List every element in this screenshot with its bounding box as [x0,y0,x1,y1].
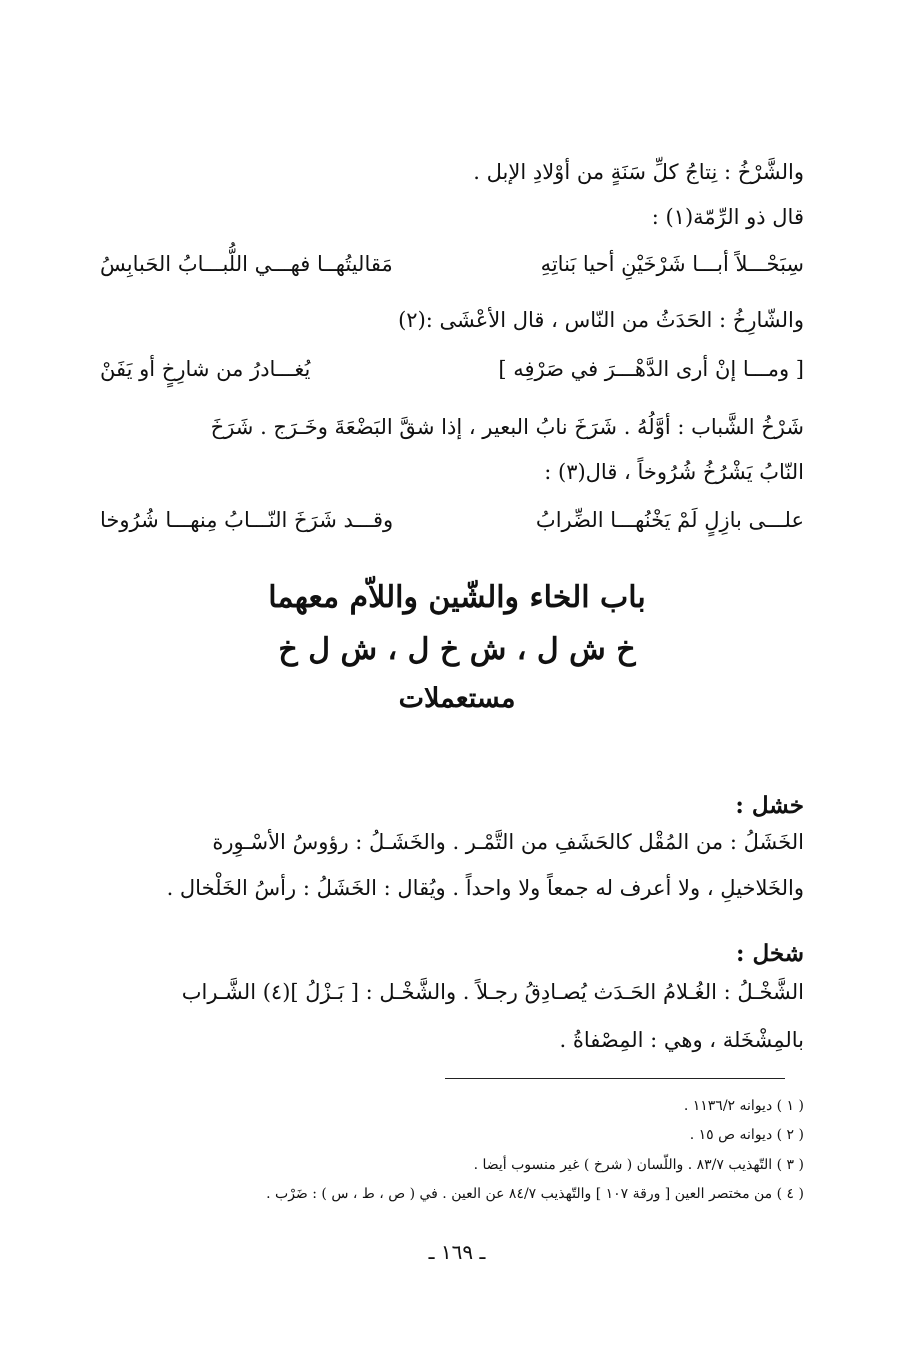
footnote: ( ٣ ) التّهذيب ٨٣/٧ . واللّسان ( شرخ ) غير منسوب أيضا . [473,1157,804,1173]
poem-verse [100,252,804,276]
verse-second-hemistich: يُغـــادرُ من شارِخٍ أو يَفَنْ [100,357,311,381]
chapter-roots: خ ش ل ، ش خ ل ، ش ل خ [278,632,636,667]
text-line: شَرْخُ الشَّباب : أوَّلُهُ . شَرَخَ نابُ البعير ، إذا شقَّ البَضْعَةَ وخَـرَج . شَرَخَ [210,415,804,439]
entry-text: والخَلاخيلِ ، ولا أعرف له جمعاً ولا واحداً . ويُقال : الخَشَلُ : رأسُ الخَلْخال . [166,876,804,900]
chapter-status: مستعملات [398,683,516,714]
entry-text: بالمِشْخَلة ، وهي : المِصْفاةُ . [559,1028,804,1052]
poem-verse [100,357,804,381]
footnote-divider [445,1078,785,1079]
chapter-title: باب الخاء والشّين واللاّم معهما [268,580,646,615]
footnote: ( ٤ ) من مختصر العين [ ورقة ١٠٧ ] والتّهذيب ٨٤/٧ عن العين . في ( ص ، ط ، س ) : ضَرْب . [266,1186,804,1202]
entry-heading: خشل : [735,792,804,819]
entry-text: الشَّخْـلُ : الغُـلامُ الحَـدَث يُصـادِقُ رجـلاً . والشَّخْـل : [ بَـزْلُ ](٤) الشَّـراب [181,980,804,1004]
entry-heading: شخل : [735,940,804,967]
verse-second-hemistich: وقـــد شَرَخَ النّـــابُ مِنهـــا شُرُوخا [100,508,394,532]
verse-first-hemistich: علـــى بازِلٍ لَمْ يَخْنُهـــا الضِّرابُ [535,508,804,532]
text-line: النّابُ يَشْرُخُ شُرُوخاً ، قال(٣) : [544,460,804,484]
entry-text: الخَشَلُ : من المُقْل كالحَشَفِ من التَّمْـر . والخَشَـلُ : رؤوسُ الأسْـوِرة [212,830,804,854]
footnote: ( ١ ) ديوانه ١١٣٦/٢ . [683,1098,804,1114]
verse-first-hemistich: سِبَحْـــلاً أبـــا شَرْخَيْنِ أحيا بَناتِهِ [540,252,804,276]
text-line: قال ذو الرِّمّة(١) : [651,205,804,229]
page-number: ـ ١٦٩ ـ [428,1240,486,1264]
verse-first-hemistich: [ ومـــا إنْ أرى الدَّهْـــرَ في صَرْفِه ] [498,357,804,381]
footnote: ( ٢ ) ديوانه ص ١٥ . [689,1127,804,1143]
verse-second-hemistich: مَقاليتُهــا فهـــي اللُّبـــابُ الحَبابِسُ [100,252,393,276]
poem-verse [100,508,804,532]
text-line: والشَّرْخُ : نِتاجُ كلِّ سَنَةٍ من أوْلادِ الإبل . [473,160,804,184]
text-line: والشّارِخُ : الحَدَثُ من النّاس ، قال الأعْشَى :(٢) [398,308,804,332]
